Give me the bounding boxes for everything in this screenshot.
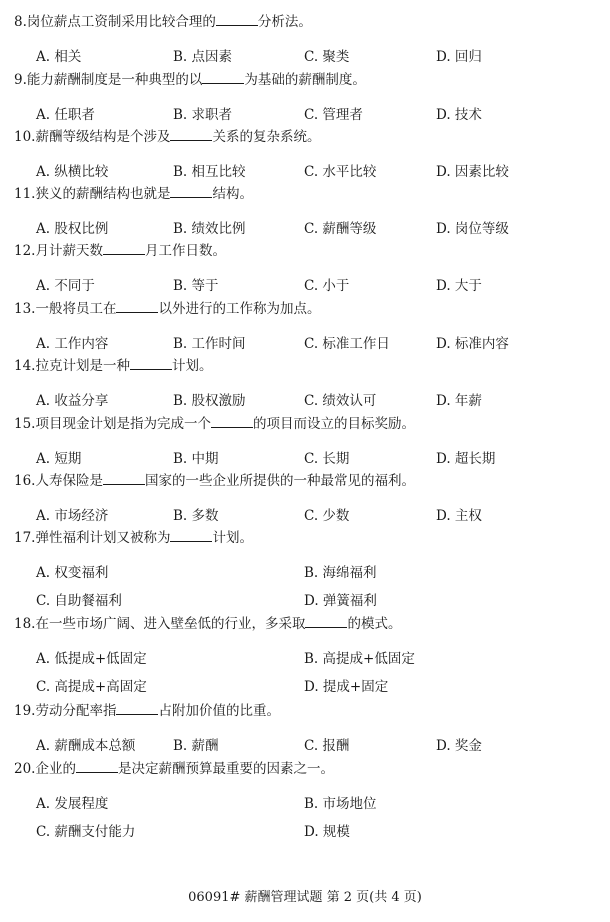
option-d: D. 超长期 [436, 451, 496, 467]
question-number: 15. [14, 416, 36, 432]
question-number: 16. [14, 473, 36, 489]
question-text-after: 关系的复杂系统。 [212, 129, 321, 145]
question-text-before: 人寿保险是 [35, 473, 103, 489]
option-b: B. 工作时间 [173, 336, 246, 352]
question-text-before: 薪酬等级结构是个涉及 [35, 129, 171, 145]
option-c: C. 高提成+高固定 [36, 679, 147, 695]
option-c: C. 聚类 [304, 49, 350, 65]
answer-blank [216, 12, 258, 26]
option-c: C. 薪酬支付能力 [36, 824, 136, 840]
option-a: A. 薪酬成本总额 [36, 738, 136, 754]
question-number: 11. [14, 186, 36, 202]
question-text-before: 弹性福利计划又被称为 [35, 530, 171, 546]
option-a: A. 股权比例 [36, 221, 109, 237]
question-text-before: 劳动分配率指 [35, 703, 117, 719]
option-a: A. 短期 [36, 451, 82, 467]
option-a: A. 权变福利 [36, 565, 109, 581]
answer-blank [305, 614, 347, 628]
option-a: A. 低提成+低固定 [36, 651, 147, 667]
option-a: A. 不同于 [36, 278, 95, 294]
question-number: 18. [14, 616, 36, 632]
answer-blank [170, 127, 212, 141]
question-text-before: 能力薪酬制度是一种典型的以 [26, 72, 203, 88]
option-a: A. 工作内容 [36, 336, 109, 352]
question-text-before: 企业的 [35, 761, 76, 777]
option-c: C. 薪酬等级 [304, 221, 377, 237]
option-a: A. 任职者 [36, 107, 95, 123]
question-text-before: 在一些市场广阔、进入壁垒低的行业，多采取 [35, 616, 306, 632]
option-a: A. 发展程度 [36, 796, 109, 812]
option-c: C. 绩效认可 [304, 393, 377, 409]
option-b: B. 求职者 [173, 107, 233, 123]
question-text-after: 国家的一些企业所提供的一种最常见的福利。 [144, 473, 415, 489]
option-d: D. 弹簧福利 [304, 593, 377, 609]
option-d: D. 年薪 [436, 393, 482, 409]
option-b: B. 中期 [173, 451, 219, 467]
option-d: D. 岗位等级 [436, 221, 509, 237]
option-d: D. 因素比较 [436, 164, 509, 180]
option-c: C. 水平比较 [304, 164, 377, 180]
page-footer: 06091# 薪酬管理试题 第 2 页(共 4 页) [188, 890, 422, 905]
option-b: B. 绩效比例 [173, 221, 246, 237]
answer-blank [170, 528, 212, 542]
question-number: 14. [14, 358, 36, 374]
question-text-after: 结构。 [212, 186, 253, 202]
question-stem [14, 299, 320, 318]
question-text-after: 计划。 [212, 530, 253, 546]
option-b: B. 薪酬 [173, 738, 219, 754]
option-a: A. 市场经济 [36, 508, 109, 524]
question-number: 17. [14, 530, 36, 546]
question-number: 9. [14, 72, 27, 88]
option-b: B. 市场地位 [304, 796, 377, 812]
question-text-after: 分析法。 [257, 14, 312, 30]
option-a: A. 相关 [36, 49, 82, 65]
question-stem [14, 127, 320, 146]
option-d: D. 大于 [436, 278, 482, 294]
question-text-before: 一般将员工在 [35, 301, 117, 317]
option-c: C. 少数 [304, 508, 350, 524]
question-stem [14, 356, 212, 375]
answer-blank [103, 241, 145, 255]
answer-blank [170, 184, 212, 198]
answer-blank [116, 299, 158, 313]
option-c: C. 报酬 [304, 738, 350, 754]
answer-blank [76, 759, 118, 773]
question-stem [14, 614, 401, 633]
option-b: B. 股权激励 [173, 393, 246, 409]
option-d: D. 提成+固定 [304, 679, 389, 695]
option-c: C. 标准工作日 [304, 336, 390, 352]
answer-blank [130, 356, 172, 370]
question-stem [14, 184, 253, 203]
question-text-before: 岗位薪点工资制采用比较合理的 [26, 14, 216, 30]
question-text-after: 以外进行的工作称为加点。 [158, 301, 321, 317]
question-stem [14, 70, 366, 89]
option-b: B. 海绵福利 [304, 565, 377, 581]
option-b: B. 点因素 [173, 49, 233, 65]
option-b: B. 高提成+低固定 [304, 651, 415, 667]
question-number: 10. [14, 129, 36, 145]
question-text-before: 项目现金计划是指为完成一个 [35, 416, 211, 432]
question-stem [14, 471, 415, 490]
answer-blank [211, 414, 253, 428]
question-number: 8. [14, 14, 27, 30]
option-d: D. 回归 [436, 49, 482, 65]
question-number: 20. [14, 761, 36, 777]
question-number: 13. [14, 301, 36, 317]
question-text-before: 月计薪天数 [35, 243, 103, 259]
question-text-after: 计划。 [171, 358, 213, 374]
question-text-after: 的模式。 [347, 616, 402, 632]
question-text-after: 为基础的薪酬制度。 [244, 72, 366, 88]
question-stem [14, 12, 312, 31]
answer-blank [202, 70, 244, 84]
question-number: 19. [14, 703, 36, 719]
question-stem [14, 701, 280, 720]
option-c: C. 小于 [304, 278, 350, 294]
option-d: D. 奖金 [436, 738, 482, 754]
option-d: D. 技术 [436, 107, 482, 123]
option-c: C. 自助餐福利 [36, 593, 122, 609]
option-b: B. 相互比较 [173, 164, 246, 180]
option-d: D. 标准内容 [436, 336, 509, 352]
option-c: C. 长期 [304, 451, 350, 467]
answer-blank [116, 701, 158, 715]
option-c: C. 管理者 [304, 107, 363, 123]
option-a: A. 纵横比较 [36, 164, 109, 180]
question-stem [14, 528, 253, 547]
question-text-after: 占附加价值的比重。 [158, 703, 280, 719]
option-d: D. 主权 [436, 508, 482, 524]
question-stem [14, 241, 226, 260]
question-text-after: 的项目而设立的目标奖励。 [252, 416, 415, 432]
question-text-before: 拉克计划是一种 [35, 358, 130, 374]
question-number: 12. [14, 243, 36, 259]
option-d: D. 规模 [304, 824, 350, 840]
question-text-after: 是决定薪酬预算最重要的因素之一。 [117, 761, 334, 777]
question-text-before: 狭义的薪酬结构也就是 [35, 186, 171, 202]
question-text-after: 月工作日数。 [144, 243, 226, 259]
option-b: B. 等于 [173, 278, 219, 294]
option-a: A. 收益分享 [36, 393, 109, 409]
question-stem [14, 759, 334, 778]
question-stem [14, 414, 415, 433]
option-b: B. 多数 [173, 508, 219, 524]
answer-blank [103, 471, 145, 485]
